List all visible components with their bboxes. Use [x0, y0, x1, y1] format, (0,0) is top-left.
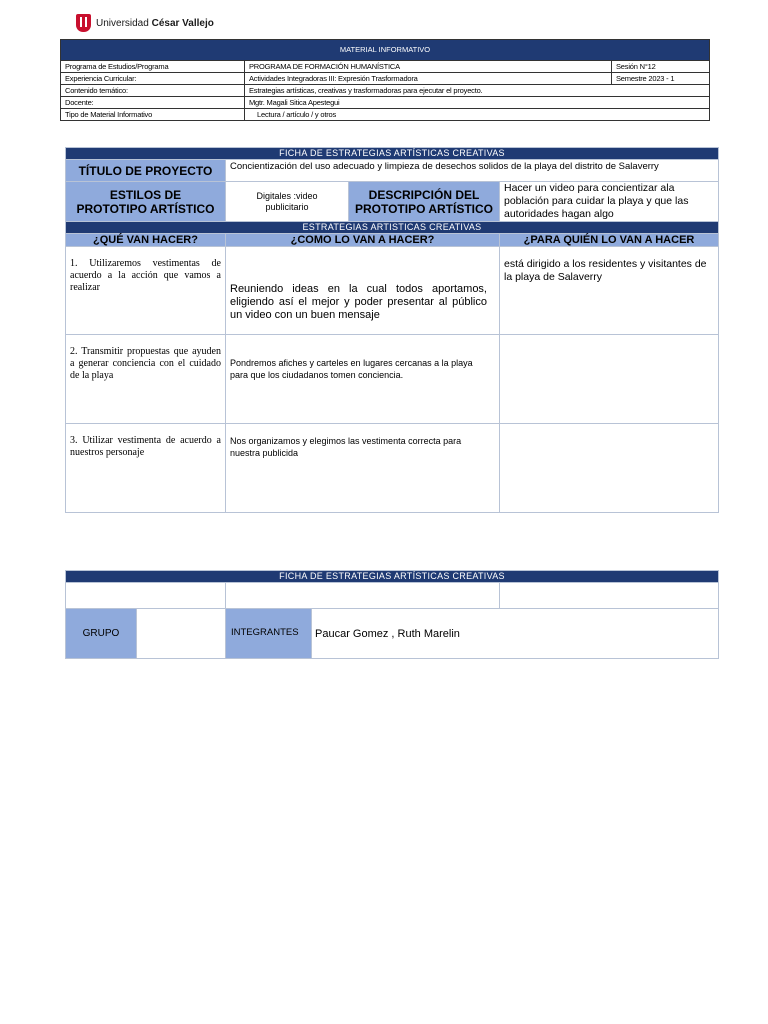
table-row: [66, 424, 719, 513]
info-label-docente: Docente:: [61, 97, 245, 109]
logo-text-bold: César Vallejo: [151, 17, 214, 29]
info-label-experiencia: Experiencia Curricular:: [61, 73, 245, 85]
estrategias-bar: ESTRATEGIAS ARTISTICAS CREATIVAS: [66, 222, 719, 234]
info-value-tipo: Lectura / artículo / y otros: [245, 109, 710, 121]
grupo-label: GRUPO: [66, 609, 137, 659]
info-label-contenido: Contenido temático:: [61, 85, 245, 97]
row1-para: está dirigido a los residentes y visitantes de la playa de Salaverry: [500, 247, 719, 335]
university-logo: [76, 13, 214, 33]
row3-para: [500, 424, 719, 513]
ficha-grupo-table: [65, 570, 719, 659]
info-sesion: Sesión N°12: [612, 61, 710, 73]
info-label-programa: Programa de Estudios/Programa: [61, 61, 245, 73]
info-value-experiencia: Actividades Integradoras III: Expresión Trasformadora: [245, 73, 612, 85]
info-value-programa: PROGRAMA DE FORMACIÓN HUMANÍSTICA: [245, 61, 612, 73]
ficha-title-bar: FICHA DE ESTRATEGIAS ARTÍSTICAS CREATIVAS: [66, 148, 719, 160]
row3-que: 3. Utilizar vestimenta de acuerdo a nuestros personaje: [66, 424, 226, 513]
row3-como: Nos organizamos y elegimos las vestimenta correcta para nuestra publicida: [226, 424, 500, 513]
material-info-table: [60, 39, 710, 121]
row1-que: 1. Utilizaremos vestimentas de acuerdo a la acción que vamos a realizar: [66, 247, 226, 335]
estilos-prototipo-label: ESTILOS DE PROTOTIPO ARTÍSTICO: [66, 182, 226, 222]
info-value-contenido: Estrategias artísticas, creativas y trasformadoras para ejecutar el proyecto.: [245, 85, 710, 97]
integrantes-label: INTEGRANTES: [226, 609, 312, 659]
empty-cell: [500, 583, 719, 609]
titulo-proyecto-label: TÍTULO DE PROYECTO: [66, 160, 226, 182]
university-shield-icon: [76, 14, 91, 32]
descripcion-prototipo-value: Hacer un video para concientizar ala población para cuidar la playa y que las autoridades hagan algo: [500, 182, 719, 222]
logo-text-regular: Universidad: [96, 17, 149, 29]
table-row: [66, 335, 719, 424]
row1-como: Reuniendo ideas en la cual todos aportamos, eligiendo así el mejor y poder presentar al público un video con un buen mensaje: [226, 247, 500, 335]
col-header-que: ¿QUÉ VAN HACER?: [66, 234, 226, 247]
integrantes-value: Paucar Gomez , Ruth Marelin: [312, 609, 719, 659]
col-header-como: ¿COMO LO VAN A HACER?: [226, 234, 500, 247]
grupo-value: [137, 609, 226, 659]
empty-cell: [226, 583, 500, 609]
row2-como: Pondremos afiches y carteles en lugares cercanas a la playa para que los ciudadanos tomen conciencia.: [226, 335, 500, 424]
row2-para: [500, 335, 719, 424]
estilos-prototipo-value: Digitales :video publicitario: [226, 182, 349, 222]
info-label-tipo: Tipo de Material Informativo: [61, 109, 245, 121]
row2-que: 2. Transmitir propuestas que ayuden a generar conciencia con el cuidado de la playa: [66, 335, 226, 424]
info-semestre: Semestre 2023 - 1: [612, 73, 710, 85]
col-header-para: ¿PARA QUIÉN LO VAN A HACER: [500, 234, 719, 247]
ficha-estrategias-table: [65, 147, 719, 513]
titulo-proyecto-value: Concientización del uso adecuado y limpieza de desechos solidos de la playa del distrito de Salaverry: [226, 160, 719, 182]
empty-cell: [66, 583, 226, 609]
ficha2-title-bar: FICHA DE ESTRATEGIAS ARTÍSTICAS CREATIVAS: [66, 571, 719, 583]
university-name: [96, 18, 214, 29]
descripcion-prototipo-label: DESCRIPCIÓN DEL PROTOTIPO ARTÍSTICO: [349, 182, 500, 222]
table-row: [66, 247, 719, 335]
info-value-docente: Mgtr. Magali Sitica Apestegui: [245, 97, 710, 109]
material-info-title: MATERIAL INFORMATIVO: [61, 40, 710, 61]
